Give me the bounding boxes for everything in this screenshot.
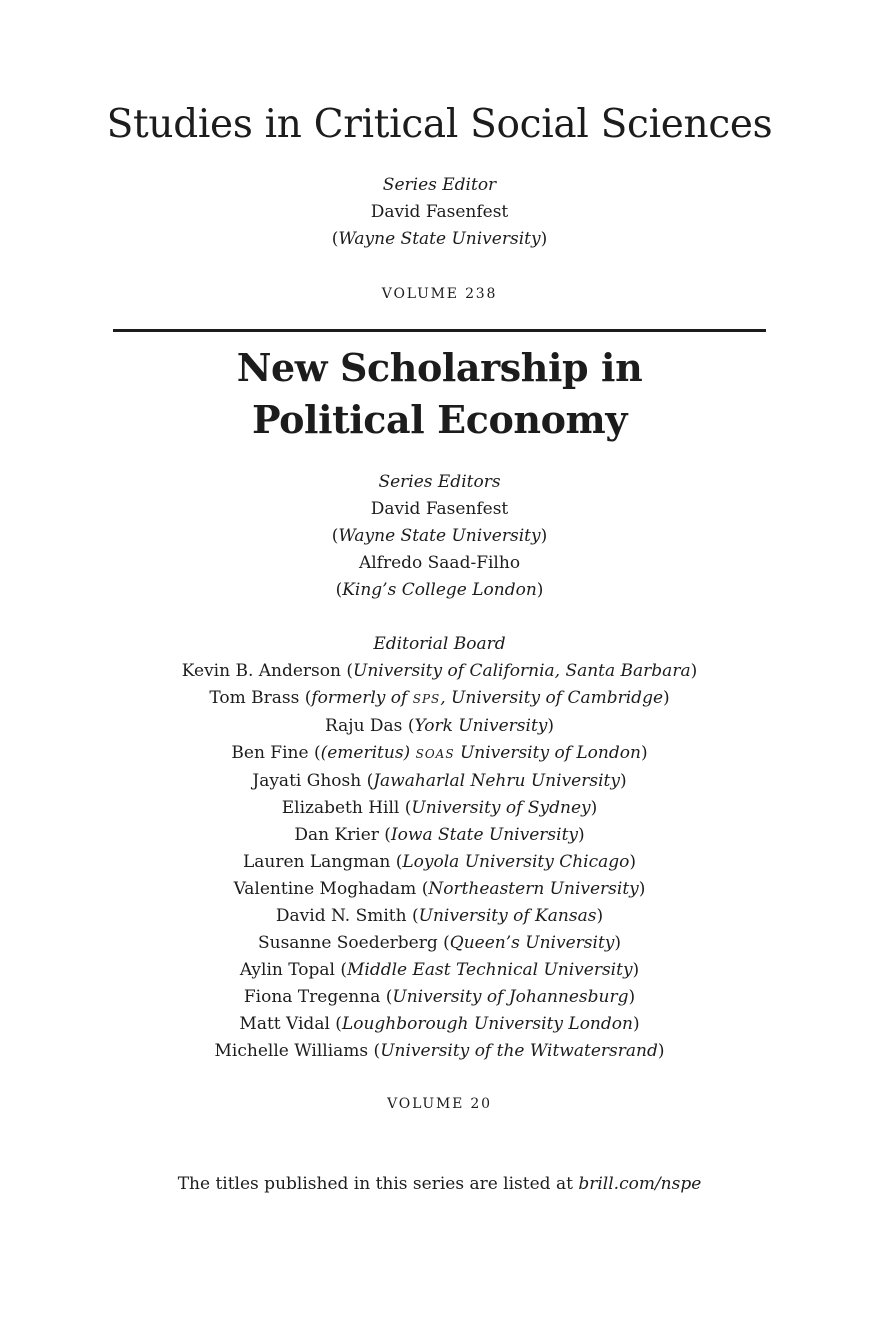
divider-rule bbox=[113, 329, 766, 332]
subseries-editor-name: David Fasenfest bbox=[370, 499, 509, 519]
subseries-editor-affiliation-text: King’s College London bbox=[342, 580, 537, 600]
board-member-affiliation-text: University of California, Santa Barbara bbox=[353, 661, 691, 681]
series-editor-affiliation: (Wayne State University) bbox=[331, 229, 548, 249]
board-member: Kevin B. Anderson (University of California, Santa Barbara) bbox=[181, 661, 698, 681]
board-member: Jayati Ghosh (Jawaharlal Nehru University) bbox=[252, 771, 627, 791]
board-member-affiliation-prefix: (emeritus) bbox=[320, 743, 416, 763]
board-member: Tom Brass (formerly of SPS, University of Cambridge) bbox=[209, 688, 670, 708]
board-member-affiliation-text: University of London bbox=[454, 743, 641, 763]
board-member-affiliation bbox=[414, 716, 547, 736]
board-member-affiliation bbox=[347, 960, 633, 980]
board-member-affiliation-abbrev: SOAS bbox=[415, 747, 455, 761]
board-member-affiliation bbox=[342, 1014, 633, 1034]
board-member: Dan Krier (Iowa State University) bbox=[294, 825, 585, 845]
board-member-affiliation-text: , University of Cambridge bbox=[440, 688, 664, 708]
board-member: Matt Vidal (Loughborough University London) bbox=[239, 1014, 640, 1034]
subseries-editor-affiliation: (Wayne State University) bbox=[331, 526, 548, 546]
board-member-affiliation bbox=[411, 798, 590, 818]
subseries-title-line2: Political Economy bbox=[251, 397, 628, 442]
series-volume: VOLUME 238 bbox=[381, 286, 498, 302]
board-member-name: Tom Brass bbox=[209, 688, 300, 708]
board-member-affiliation-text: University of Johannesburg bbox=[392, 987, 629, 1007]
subseries-editor-name: Alfredo Saad-Filho bbox=[358, 553, 521, 573]
board-member: Michelle Williams (University of the Witwatersrand) bbox=[214, 1041, 665, 1061]
board-member-name: David N. Smith bbox=[275, 906, 407, 926]
series-editor-affiliation-text: Wayne State University bbox=[338, 229, 541, 249]
board-member-affiliation-text: Middle East Technical University bbox=[347, 960, 633, 980]
board-member-affiliation bbox=[419, 906, 597, 926]
board-member-name: Michelle Williams bbox=[214, 1041, 369, 1061]
board-member-affiliation bbox=[311, 688, 663, 708]
subseries-editor-affiliation: (King’s College London) bbox=[335, 580, 544, 600]
footer-note bbox=[0, 1171, 879, 1198]
series-editor-name: David Fasenfest bbox=[370, 202, 509, 222]
series-title: Studies in Critical Social Sciences bbox=[106, 102, 773, 147]
board-member-affiliation bbox=[402, 852, 629, 872]
board-member-affiliation bbox=[392, 987, 628, 1007]
board-member-affiliation bbox=[321, 743, 641, 763]
board-member-affiliation-text: University of Sydney bbox=[411, 798, 591, 818]
board-member: Elizabeth Hill (University of Sydney) bbox=[281, 798, 598, 818]
board-member-name: Raju Das bbox=[324, 716, 403, 736]
board-member-affiliation-text: York University bbox=[414, 716, 548, 736]
subseries-title-line1: New Scholarship in bbox=[236, 345, 643, 390]
board-member: Susanne Soederberg (Queen’s University) bbox=[257, 933, 622, 953]
board-member-name: Lauren Langman bbox=[242, 852, 391, 872]
editorial-board-list bbox=[0, 658, 879, 1065]
board-member-affiliation-text: Iowa State University bbox=[390, 825, 579, 845]
board-member-affiliation bbox=[373, 771, 620, 791]
board-member-affiliation-text: Loyola University Chicago bbox=[402, 852, 630, 872]
board-member-affiliation bbox=[391, 825, 578, 845]
board-member-name: Ben Fine bbox=[231, 743, 309, 763]
board-member-name: Kevin B. Anderson bbox=[181, 661, 341, 681]
subseries-editor-affiliation-text: Wayne State University bbox=[338, 526, 541, 546]
board-member-name: Valentine Moghadam bbox=[233, 879, 417, 899]
series-editor-label: Series Editor bbox=[382, 175, 497, 195]
board-member-name: Susanne Soederberg bbox=[257, 933, 438, 953]
board-member-affiliation-text: University of the Witwatersrand bbox=[380, 1041, 658, 1061]
board-member-affiliation-text: Loughborough University London bbox=[341, 1014, 633, 1034]
board-member-affiliation bbox=[380, 1041, 658, 1061]
board-member: Raju Das (York University) bbox=[324, 716, 555, 736]
board-member-name: Aylin Topal bbox=[239, 960, 335, 980]
board-member-name: Fiona Tregenna bbox=[243, 987, 381, 1007]
board-member: Lauren Langman (Loyola University Chicago) bbox=[242, 852, 637, 872]
board-member: Ben Fine ((emeritus) SOAS University of London) bbox=[231, 743, 648, 763]
board-member-name: Dan Krier bbox=[294, 825, 379, 845]
editorial-board-label: Editorial Board bbox=[373, 634, 506, 654]
board-member-affiliation-abbrev: SPS bbox=[412, 692, 441, 706]
board-member-affiliation-text: Jawaharlal Nehru University bbox=[373, 771, 620, 791]
board-member-affiliation-text: Queen’s University bbox=[449, 933, 615, 953]
board-member-affiliation bbox=[353, 661, 691, 681]
board-member-name: Jayati Ghosh bbox=[252, 771, 362, 791]
subseries-editors-label: Series Editors bbox=[378, 472, 501, 492]
board-member-affiliation bbox=[428, 879, 638, 899]
board-member: Valentine Moghadam (Northeastern University) bbox=[233, 879, 646, 899]
board-member: Fiona Tregenna (University of Johannesburg) bbox=[243, 987, 636, 1007]
board-member-name: Elizabeth Hill bbox=[281, 798, 400, 818]
board-member-name: Matt Vidal bbox=[239, 1014, 330, 1034]
board-member-affiliation-text: Northeastern University bbox=[428, 879, 639, 899]
board-member-affiliation-prefix: formerly of bbox=[311, 688, 413, 708]
board-member: Aylin Topal (Middle East Technical University) bbox=[239, 960, 640, 980]
board-member: David N. Smith (University of Kansas) bbox=[275, 906, 604, 926]
footer-text: The titles published in this series are listed at bbox=[177, 1174, 579, 1194]
board-member-affiliation bbox=[450, 933, 615, 953]
footer-link[interactable]: brill.com/nspe bbox=[578, 1174, 702, 1194]
subseries-volume: VOLUME 20 bbox=[387, 1096, 492, 1112]
board-member-affiliation-text: University of Kansas bbox=[418, 906, 597, 926]
